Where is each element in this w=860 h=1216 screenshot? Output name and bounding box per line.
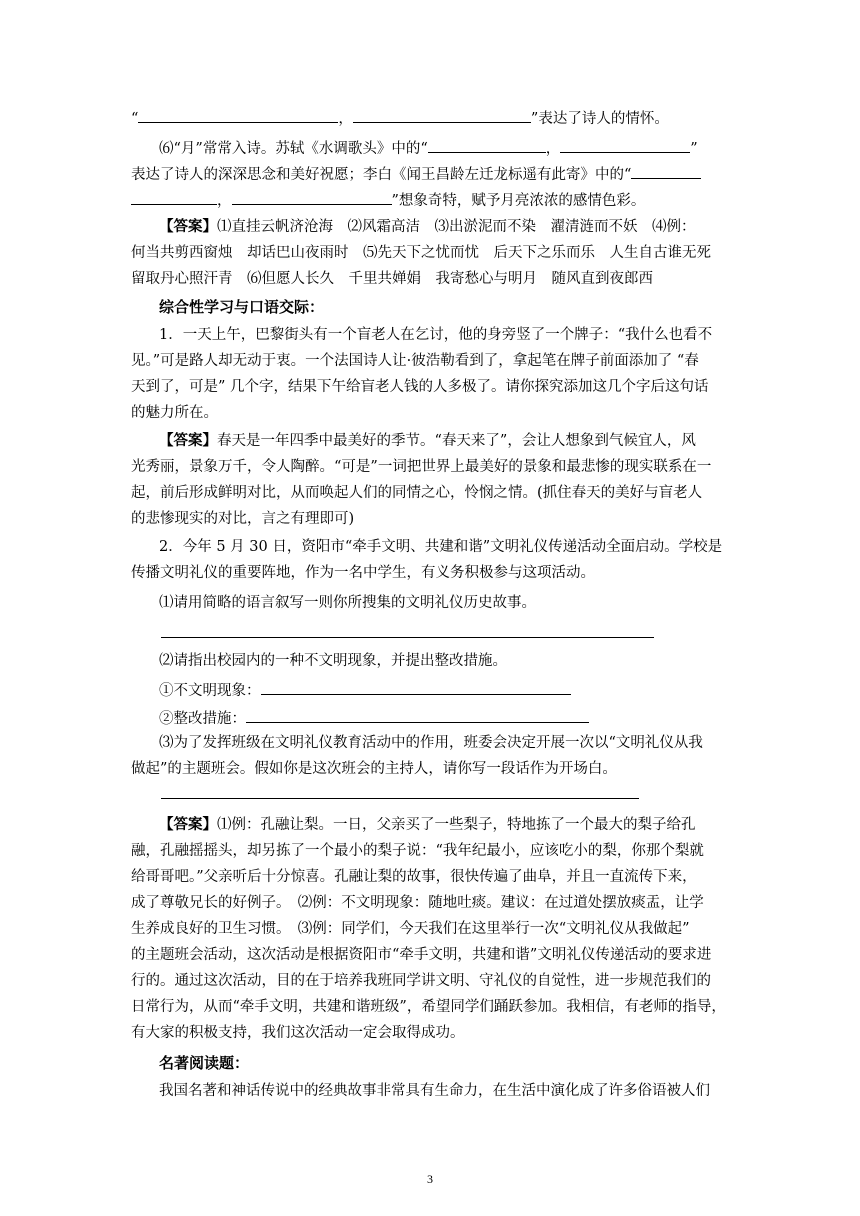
- answer-1-line: 起，前后形成鲜明对比，从而唤起人们的同情之心，怜悯之情。(抓住春天的美好与盲老人: [131, 485, 703, 501]
- answer-2-line: 的主题班会活动，这次活动是根据资阳市“牵手文明，共建和谐”文明礼仪传递活动的要求进: [131, 947, 712, 963]
- poetry-answer-line-3: 留取丹心照汗青 ⑹但愿人长久 千里共婵娟 我寄愁心与明月 随风直到夜郎西: [131, 271, 653, 287]
- answer-blank[interactable]: [138, 104, 338, 123]
- answer-2-line: 【答案】⑴例：孔融让梨。一日，父亲买了一些梨子，特地拣了一个最大的梨子给孔: [159, 817, 696, 833]
- answer-line-2-3[interactable]: [161, 798, 639, 799]
- question-1-line: 1．一天上午，巴黎街头有一个盲老人在乞讨，他的身旁竖了一个牌子：“我什么也看不: [159, 327, 713, 343]
- answer-tag: 【答案】: [159, 219, 217, 235]
- question-1-line: 见。”可是路人却无动于衷。一个法国诗人让·彼浩勒看到了，拿起笔在牌子前面添加了 “春: [131, 353, 699, 369]
- page-number: 3: [427, 1172, 433, 1186]
- answer-blank[interactable]: [232, 186, 392, 205]
- answer-blank[interactable]: [261, 676, 571, 695]
- answer-blank[interactable]: [246, 704, 589, 723]
- answer-blank[interactable]: [560, 134, 690, 153]
- poem-blank-line: [131, 104, 731, 132]
- answer-2-line: 行的。通过这次活动，目的在于培养我班同学讲文明、守礼仪的自觉性，进一步规范我们的: [131, 973, 711, 989]
- question-2-2a: ①不文明现象：: [159, 676, 759, 704]
- answer-1-line: 光秀丽，景象万千，令人陶醉。“可是”一词把世界上最美好的景象和最悲惨的现实联系在一: [131, 459, 712, 475]
- poetry-answer-line-2: 何当共剪西窗烛 却话巴山夜雨时 ⑸先天下之忧而忧 后天下之乐而乐 人生自古谁无死: [131, 245, 711, 261]
- question-2-line: 传播文明礼仪的重要阵地，作为一名中学生，有义务积极参与这项活动。: [131, 565, 595, 581]
- question-2-2b: ②整改措施：: [159, 704, 759, 732]
- answer-blank[interactable]: [353, 104, 531, 123]
- question-2-2: ⑵请指出校园内的一种不文明现象，并提出整改措施。: [159, 653, 507, 669]
- answer-1-line: 【答案】春天是一年四季中最美好的季节。“春天来了”，会让人想象到气候宜人，风: [159, 433, 696, 449]
- quote-open: “: [131, 111, 139, 127]
- question-6-line-3: ， ”想象奇特，赋予月亮浓浓的感情色彩。: [131, 186, 731, 214]
- question-2-line: 2．今年 5 月 30 日，资阳市“牵手文明、共建和谐”文明礼仪传递活动全面启动。学校是: [159, 539, 723, 555]
- answer-2-line: 成了尊敬兄长的好例子。 ⑵例：不文明现象：随地吐痰。建议：在过道处摆放痰盂，让学: [131, 895, 704, 911]
- question-1-line: 的魅力所在。: [131, 405, 218, 421]
- answer-2-line: 有大家的积极支持，我们这次活动一定会取得成功。: [131, 1025, 465, 1041]
- answer-tag: 【答案】: [159, 817, 217, 833]
- answer-blank[interactable]: [631, 160, 701, 179]
- answer-2-line: 生养成良好的卫生习惯。 ⑶例：同学们，今天我们在这里举行一次“文明礼仪从我做起”: [131, 921, 690, 937]
- answer-line-2-1[interactable]: [161, 637, 654, 638]
- answer-2-line: 日常行为，从而“牵手文明，共建和谐班级”，希望同学们踊跃参加。我相信，有老师的指导，: [131, 999, 726, 1015]
- question-6-line-2: 表达了诗人的深深思念和美好祝愿；李白《闻王昌龄左迁龙标遥有此寄》中的“: [131, 160, 731, 188]
- question-2-3-line: ⑶为了发挥班级在文明礼仪教育活动中的作用，班委会决定开展一次以“文明礼仪从我: [159, 735, 703, 751]
- comma: ，: [338, 111, 353, 127]
- question-2-3-line: 做起”的主题班会。假如你是这次班会的主持人，请你写一段话作为开场白。: [131, 761, 617, 777]
- poem-tail-text: ”表达了诗人的情怀。: [530, 111, 669, 127]
- answer-1-line: 的悲惨现实的对比，言之有理即可): [131, 511, 355, 527]
- question-6-line-1: ⑹“月”常常入诗。苏轼《水调歌头》中的“ ， ”: [159, 134, 759, 162]
- question-1-line: 天到了，可是” 几个字，结果下午给盲老人钱的人多极了。请你探究添加这几个字后这句话: [131, 379, 709, 395]
- section-heading-classics: 名著阅读题：: [159, 1054, 250, 1072]
- answer-blank[interactable]: [131, 186, 217, 205]
- answer-blank[interactable]: [428, 134, 546, 153]
- classics-line: 我国名著和神话传说中的经典故事非常具有生命力，在生活中演化成了许多俗语被人们: [159, 1083, 710, 1099]
- question-2-1: ⑴请用简略的语言叙写一则你所搜集的文明礼仪历史故事。: [159, 595, 536, 611]
- answer-tag: 【答案】: [159, 433, 217, 449]
- poetry-answer-line-1: 【答案】⑴直挂云帆济沧海 ⑵风霜高洁 ⑶出淤泥而不染 濯清涟而不妖 ⑷例：: [159, 219, 696, 235]
- section-heading-comprehensive: 综合性学习与口语交际：: [159, 298, 325, 316]
- answer-2-line: 融，孔融摇摇头，却另拣了一个最小的梨子说：“我年纪最小，应该吃小的梨，你那个梨就: [131, 843, 704, 859]
- answer-2-line: 给哥哥吧。”父亲听后十分惊喜。孔融让梨的故事，很快传遍了曲阜，并且一直流传下来，: [131, 869, 697, 885]
